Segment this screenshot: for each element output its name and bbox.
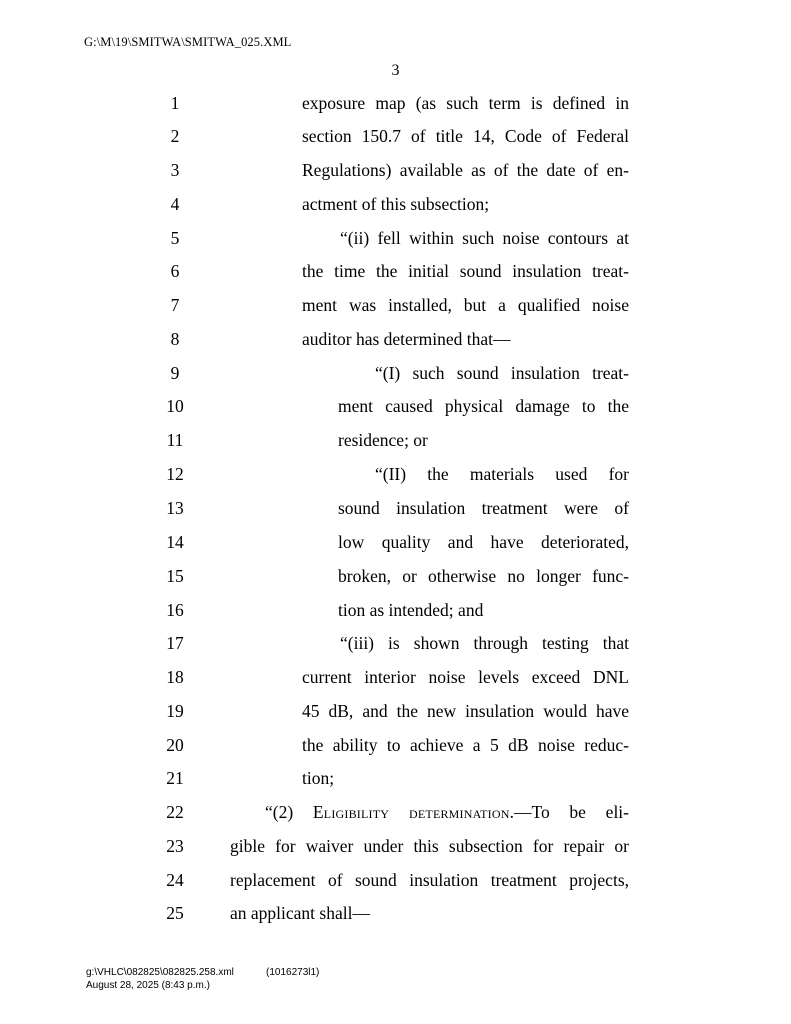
line-number: 21 [166,768,184,788]
text-line: the time the initial sound insulation treat- [302,261,629,281]
text-line: ment was installed, but a qualified noise [302,295,629,315]
line-number: 17 [166,633,184,653]
line-number: 7 [170,295,180,315]
line-number: 8 [170,329,180,349]
footer-date: August 28, 2025 (8:43 p.m.) [86,980,210,991]
text-line: “(II) the materials used for [375,464,629,484]
text-line: actment of this subsection; [302,194,490,214]
footer-doc-id: (1016273l1) [266,967,320,978]
line-number: 3 [170,160,180,180]
line-number: 18 [166,667,184,687]
line-number: 2 [170,126,180,146]
text-line: broken, or otherwise no longer func- [338,566,629,586]
page-number: 3 [391,62,400,79]
line-number: 14 [166,532,184,552]
text-line: ment caused physical damage to the [338,396,629,416]
text-line: tion as intended; and [338,600,484,620]
line-number: 19 [166,701,184,721]
line-number: 25 [166,903,184,923]
text-line: exposure map (as such term is defined in [302,93,629,113]
footer-source-line [86,967,320,978]
text-line: low quality and have deteriorated, [338,532,629,552]
text-line: section 150.7 of title 14, Code of Federal [302,126,629,146]
text-line: an applicant shall— [230,903,370,923]
text-line: gible for waiver under this subsection for repair or [230,836,629,856]
line-number: 9 [170,363,180,383]
text-line: “(I) such sound insulation treat- [375,363,629,383]
text-line: “(iii) is shown through testing that [340,633,629,653]
paragraph-heading: Eligibility determination [312,802,510,822]
line-number: 12 [166,464,184,484]
text-line: 45 dB, and the new insulation would have [302,701,629,721]
text-line: “(ii) fell within such noise contours at [340,228,629,248]
paragraph-text: .—To be eli- [509,802,629,822]
header-file-path: G:\M\19\SMITWA\SMITWA_025.XML [84,35,292,49]
paragraph-designation: “(2) [265,802,313,822]
line-number: 13 [166,498,184,518]
line-number: 20 [166,735,184,755]
line-number: 24 [166,870,184,890]
line-number: 15 [166,566,184,586]
text-line: Regulations) available as of the date of en- [302,160,629,180]
line-number: 4 [170,194,180,214]
footer-source-file: g:\VHLC\082825\082825.258.xml [86,967,234,978]
text-line: sound insulation treatment were of [338,498,629,518]
line-number: 16 [166,600,184,620]
line-number: 5 [170,228,180,248]
text-line: replacement of sound insulation treatment projects, [230,870,629,890]
line-number: 10 [166,396,184,416]
text-line: current interior noise levels exceed DNL [302,667,629,687]
line-number: 1 [170,93,180,113]
text-line: tion; [302,768,335,788]
line-number: 23 [166,836,184,856]
line-number: 11 [166,430,184,450]
line-number: 6 [170,261,180,281]
text-line: residence; or [338,430,428,450]
line-number: 22 [166,802,184,822]
text-line: auditor has determined that— [302,329,511,349]
text-line: the ability to achieve a 5 dB noise reduc- [302,735,629,755]
text-line [265,802,629,822]
